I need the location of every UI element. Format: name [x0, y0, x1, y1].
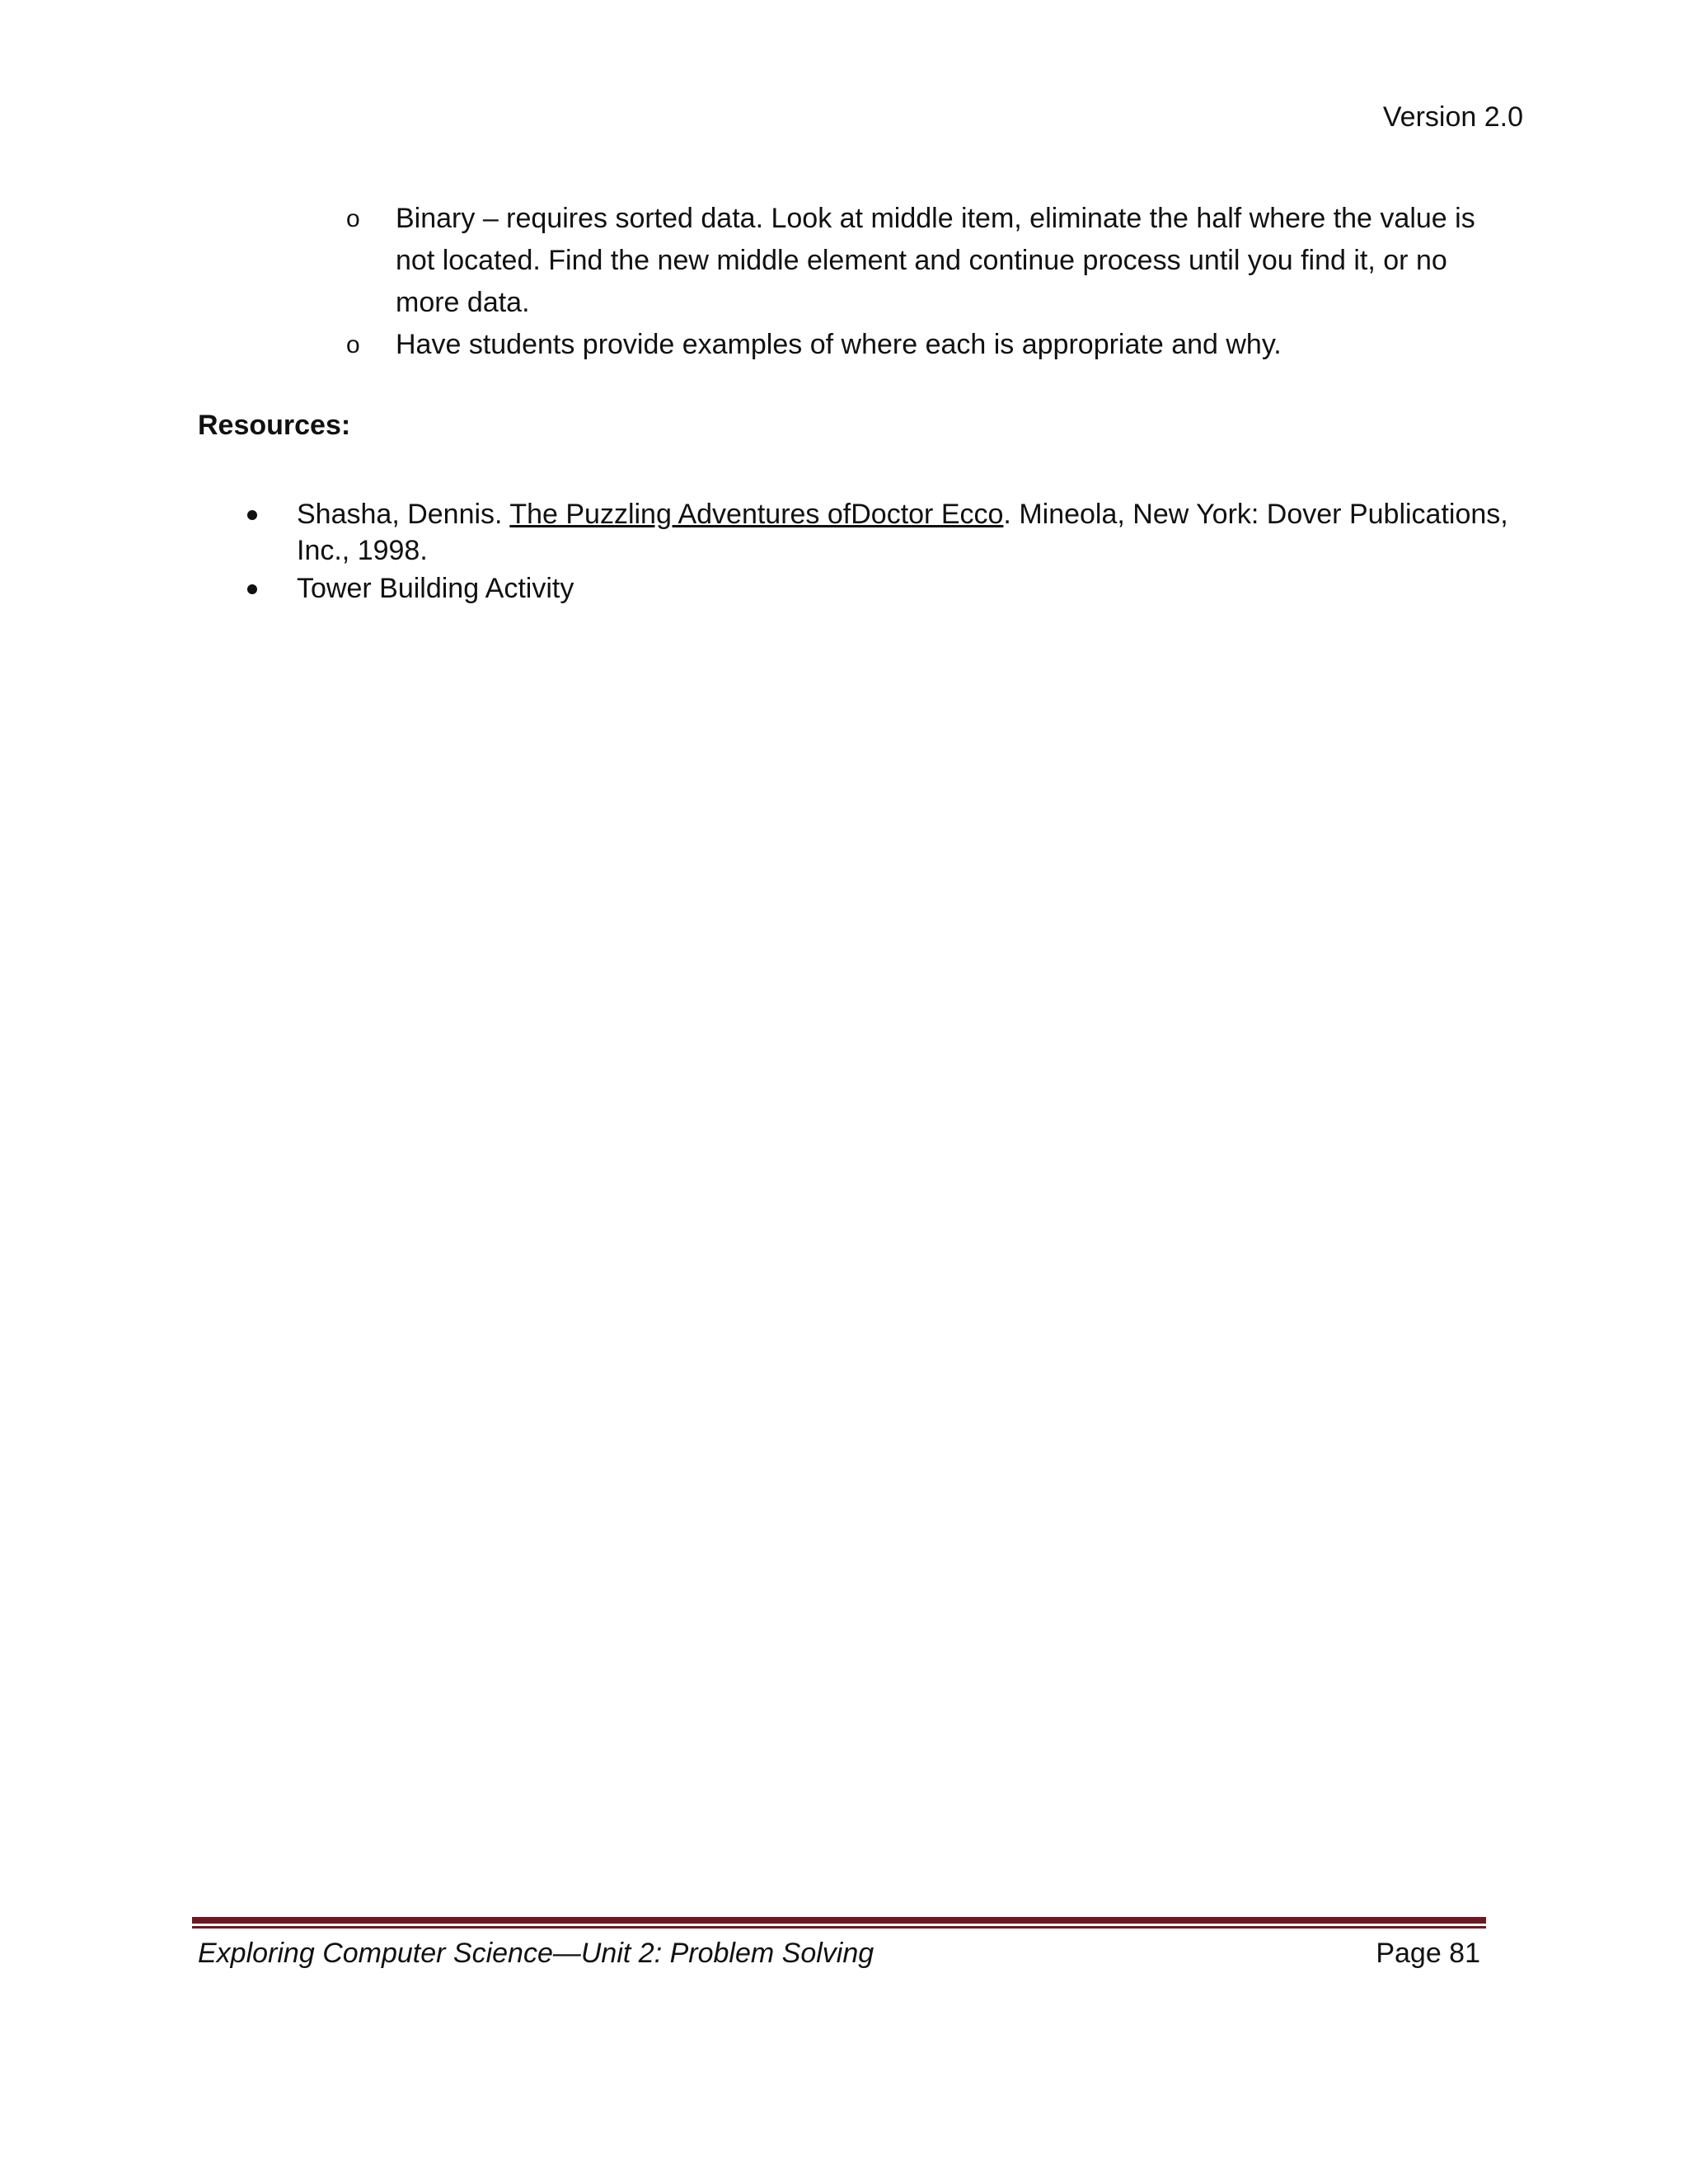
list-item-examples: [346, 324, 1508, 366]
version-label: Version 2.0: [1382, 101, 1523, 133]
footer-page-number: Page 81: [1376, 1938, 1480, 1969]
search-methods-list: [346, 198, 1508, 366]
hollow-bullet-icon: o: [346, 205, 360, 232]
bullet-icon: [247, 510, 257, 520]
resource-item-activity: [239, 570, 1508, 607]
resource-item-book: [239, 496, 1508, 569]
list-item-text: Binary – requires sorted data. Look at middle item, eliminate the half where the value is not located. Find the new middle element and continue process until you find it, or no more data.: [396, 203, 1475, 318]
footer-rule: [192, 1917, 1486, 1924]
list-item-binary: [346, 198, 1508, 324]
resource-author: Shasha, Dennis.: [297, 499, 510, 530]
resources-list: [239, 496, 1508, 608]
footer-course-title: Exploring Computer Science—Unit 2: Problem Solving: [198, 1938, 874, 1969]
resources-heading: Resources:: [198, 410, 351, 441]
footer-rule-thin: [192, 1926, 1486, 1929]
resource-publication: . Mineola, New York: Dover Publications, Inc., 1998.: [297, 499, 1508, 566]
hollow-bullet-icon: o: [346, 331, 360, 359]
list-item-text: Have students provide examples of where each is appropriate and why.: [396, 329, 1282, 360]
resource-activity-text: Tower Building Activity: [297, 573, 574, 604]
resource-book-title: The Puzzling Adventures ofDoctor Ecco: [509, 499, 1004, 530]
bullet-icon: [247, 584, 257, 594]
